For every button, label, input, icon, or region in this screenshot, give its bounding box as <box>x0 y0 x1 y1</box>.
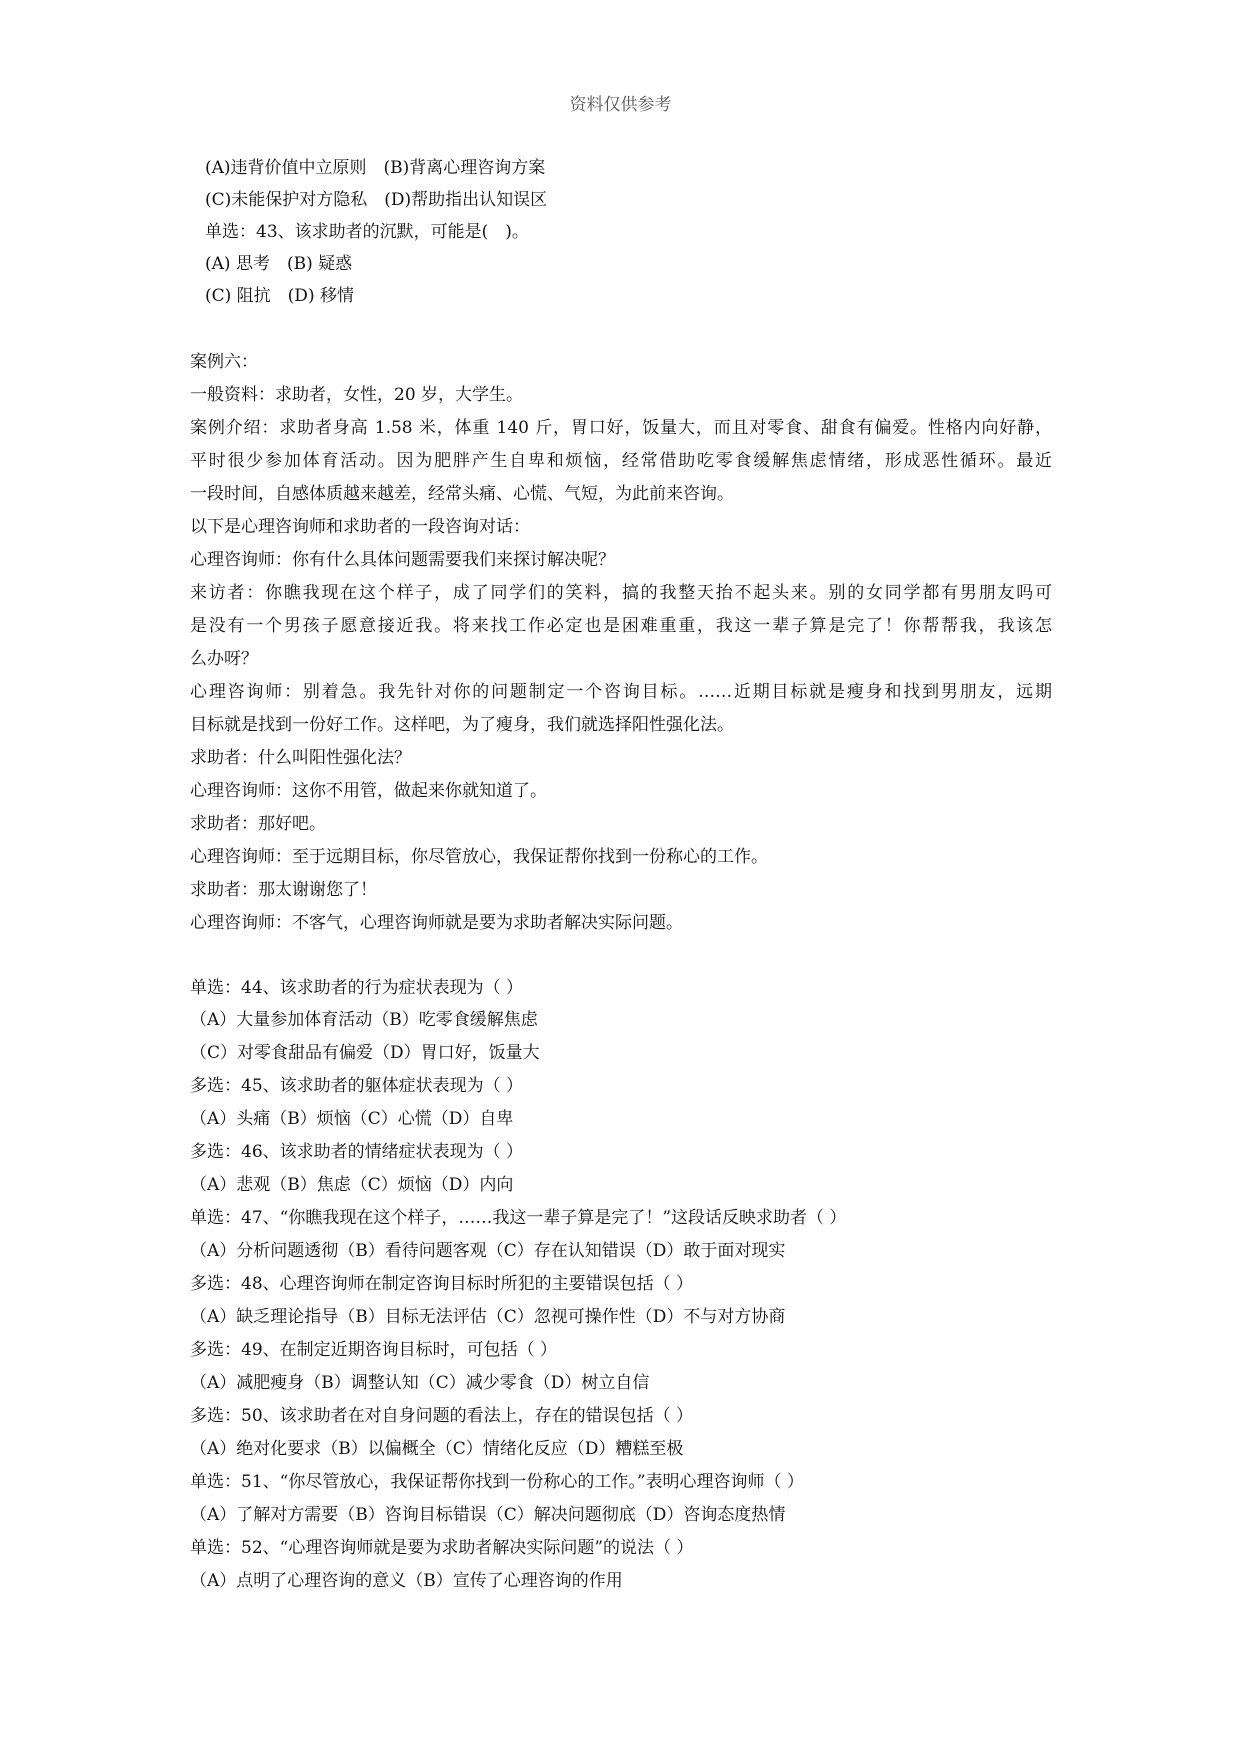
dialogue-line: 求助者：什么叫阳性强化法？ <box>190 748 411 768</box>
option-line: （A）缺乏理论指导（B）目标无法评估（C）忽视可操作性（D）不与对方协商 <box>190 1307 786 1327</box>
option-line: （A）大量参加体育活动（B）吃零食缓解焦虑 <box>190 1010 538 1030</box>
question-line: 多选：46、该求助者的情绪症状表现为（ ） <box>190 1142 524 1162</box>
dialogue-intro: 以下是心理咨询师和求助者的一段咨询对话： <box>190 517 530 537</box>
option-line: （A）悲观（B）焦虑（C）烦恼（D）内向 <box>190 1175 514 1195</box>
page-header: 资料仅供参考 <box>569 95 672 115</box>
dialogue-line: 心理咨询师：不客气，心理咨询师就是要为求助者解决实际问题。 <box>190 913 683 933</box>
option-line: （C）对零食甜品有偏爱（D）胃口好，饭量大 <box>190 1043 540 1063</box>
option-line: （A）分析问题透彻（B）看待问题客观（C）存在认知错误（D）敢于面对现实 <box>190 1241 786 1261</box>
option-line: （A）减肥瘦身（B）调整认知（C）减少零食（D）树立自信 <box>190 1373 650 1393</box>
case-general: 一般资料：求助者，女性，20 岁，大学生。 <box>190 385 524 405</box>
question-line: 多选：48、心理咨询师在制定咨询目标时所犯的主要错误包括（ ） <box>190 1274 694 1294</box>
case-title: 案例六： <box>190 352 258 372</box>
option-line: (A) 思考 (B) 疑惑 <box>205 254 353 274</box>
dialogue-line: 心理咨询师：你有什么具体问题需要我们来探讨解决呢？ <box>190 550 615 570</box>
case-intro-line: 平时很少参加体育活动。因为肥胖产生自卑和烦恼，经常借助吃零食缓解焦虑情绪，形成恶性循环。最近 <box>190 451 1052 471</box>
question-line: 多选：45、该求助者的躯体症状表现为（ ） <box>190 1076 524 1096</box>
dialogue-line: 么办呀？ <box>190 649 258 669</box>
option-line: (C) 阻抗 (D) 移情 <box>205 286 354 306</box>
option-line: （A）了解对方需要（B）咨询目标错误（C）解决问题彻底（D）咨询态度热情 <box>190 1505 786 1525</box>
question-line: 单选：51、“你尽管放心，我保证帮你找到一份称心的工作。”表明心理咨询师（ ） <box>190 1472 804 1492</box>
dialogue-line: 是没有一个男孩子愿意接近我。将来找工作必定也是困难重重，我这一辈子算是完了！你帮帮我，我该怎 <box>190 616 1052 636</box>
question-line: 单选：43、该求助者的沉默，可能是( )。 <box>205 222 529 242</box>
question-line: 单选：47、“你瞧我现在这个样子，……我这一辈子算是完了！”这段话反映求助者（ ） <box>190 1208 847 1228</box>
question-line: 单选：44、该求助者的行为症状表现为（ ） <box>190 978 524 998</box>
question-line: 单选：52、“心理咨询师就是要为求助者解决实际问题”的说法（ ） <box>190 1538 694 1558</box>
option-line: (A)违背价值中立原则 (B)背离心理咨询方案 <box>205 158 546 178</box>
option-line: (C)未能保护对方隐私 (D)帮助指出认知误区 <box>205 190 548 210</box>
dialogue-line: 目标就是找到一份好工作。这样吧，为了瘦身，我们就选择阳性强化法。 <box>190 715 734 735</box>
case-intro-line: 案例介绍：求助者身高 1.58 米，体重 140 斤，胃口好，饭量大，而且对零食、甜食有偏爱。性格内向好静， <box>190 418 1052 438</box>
dialogue-line: 求助者：那太谢谢您了！ <box>190 880 377 900</box>
question-line: 多选：49、在制定近期咨询目标时，可包括（ ） <box>190 1340 558 1360</box>
dialogue-line: 心理咨询师：别着急。我先针对你的问题制定一个咨询目标。……近期目标就是瘦身和找到男朋友，远期 <box>190 682 1052 702</box>
option-line: （A）头痛（B）烦恼（C）心慌（D）自卑 <box>190 1109 514 1129</box>
dialogue-line: 心理咨询师：至于远期目标，你尽管放心，我保证帮你找到一份称心的工作。 <box>190 847 768 867</box>
dialogue-line: 心理咨询师：这你不用管，做起来你就知道了。 <box>190 781 547 801</box>
option-line: （A）绝对化要求（B）以偏概全（C）情绪化反应（D）糟糕至极 <box>190 1439 684 1459</box>
dialogue-line: 求助者：那好吧。 <box>190 814 326 834</box>
dialogue-line: 来访者：你瞧我现在这个样子，成了同学们的笑料，搞的我整天抬不起头来。别的女同学都有男朋友吗可 <box>190 583 1052 603</box>
question-line: 多选：50、该求助者在对自身问题的看法上，存在的错误包括（ ） <box>190 1406 694 1426</box>
case-intro-line: 一段时间，自感体质越来越差，经常头痛、心慌、气短，为此前来咨询。 <box>190 484 734 504</box>
option-line: （A）点明了心理咨询的意义（B）宣传了心理咨询的作用 <box>190 1571 623 1591</box>
